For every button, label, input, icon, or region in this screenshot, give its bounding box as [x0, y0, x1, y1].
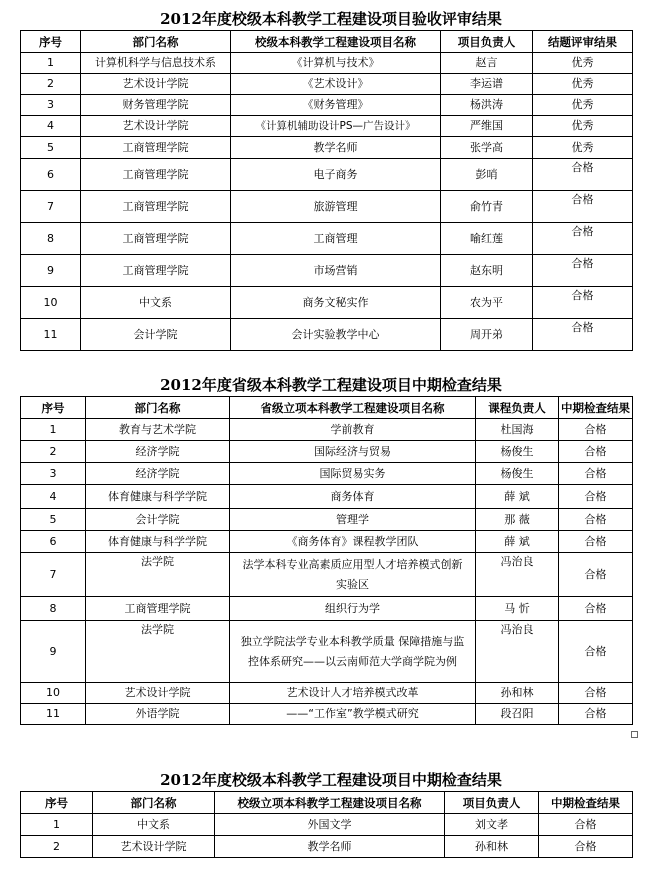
cell-department: 体育健康与科学学院 — [86, 485, 230, 509]
cell-leader: 严维国 — [441, 116, 533, 137]
cell-project: 《计算机辅助设计PS—广告设计》 — [231, 116, 441, 137]
cell-department: 经济学院 — [86, 463, 230, 485]
table-row — [21, 116, 633, 137]
cell-department: 外语学院 — [86, 704, 230, 725]
cell-department: 教育与艺术学院 — [86, 419, 230, 441]
cell-leader: 彭哨 — [441, 159, 533, 191]
cell-department: 艺术设计学院 — [81, 74, 231, 95]
cell-leader: 段召阳 — [476, 704, 559, 725]
cell-project: 国际经济与贸易 — [230, 441, 476, 463]
cell-index: 4 — [21, 116, 81, 137]
cell-index: 10 — [21, 683, 86, 704]
section2-title: 2012年度省级本科教学工程建设项目中期检查结果 — [160, 376, 502, 394]
cell-result: 合格 — [539, 814, 633, 836]
cell-leader: 那 薇 — [476, 509, 559, 531]
header-cell: 部门名称 — [81, 31, 231, 53]
table-row — [21, 683, 633, 704]
cell-result: 优秀 — [533, 116, 633, 137]
table-row — [21, 509, 633, 531]
cell-leader: 杨俊生 — [476, 441, 559, 463]
cell-leader: 杜国海 — [476, 419, 559, 441]
cell-project: 艺术设计人才培养模式改革 — [230, 683, 476, 704]
section3-title: 2012年度校级本科教学工程建设项目中期检查结果 — [160, 771, 502, 789]
table-row — [21, 319, 633, 351]
table-row — [21, 463, 633, 485]
cell-result: 合格 — [559, 463, 633, 485]
header-cell: 校级立项本科教学工程建设项目名称 — [215, 792, 445, 814]
cell-project: 法学本科专业高素质应用型人才培养模式创新实验区 — [230, 553, 476, 597]
header-cell: 部门名称 — [93, 792, 215, 814]
cell-project: ——“工作室”教学模式研究 — [230, 704, 476, 725]
cell-leader: 张学高 — [441, 137, 533, 159]
cell-department: 计算机科学与信息技术系 — [81, 53, 231, 74]
cell-department: 工商管理学院 — [81, 223, 231, 255]
cell-project: 商务体育 — [230, 485, 476, 509]
cell-leader: 杨洪涛 — [441, 95, 533, 116]
cell-index: 4 — [21, 485, 86, 509]
table-row — [21, 137, 633, 159]
cell-index: 2 — [21, 836, 93, 858]
cell-leader: 薛 斌 — [476, 531, 559, 553]
header-cell: 结题评审结果 — [533, 31, 633, 53]
table-row — [21, 553, 633, 597]
cell-leader: 薛 斌 — [476, 485, 559, 509]
cell-result: 优秀 — [533, 53, 633, 74]
cell-leader: 农为平 — [441, 287, 533, 319]
cell-result: 合格 — [533, 191, 633, 223]
cell-result: 合格 — [539, 836, 633, 858]
cell-index: 7 — [21, 191, 81, 223]
cell-result: 优秀 — [533, 95, 633, 116]
cell-project: 商务文秘实作 — [231, 287, 441, 319]
cell-result: 合格 — [559, 704, 633, 725]
cell-department: 体育健康与科学学院 — [86, 531, 230, 553]
cell-department: 经济学院 — [86, 441, 230, 463]
cell-result: 合格 — [559, 683, 633, 704]
cell-project: 独立学院法学专业本科教学质量 保障措施与监控体系研究——以云南师范大学商学院为例 — [230, 621, 476, 683]
cell-leader: 周开弟 — [441, 319, 533, 351]
acceptance-results-table — [20, 30, 633, 351]
table-row — [21, 441, 633, 463]
cell-result: 合格 — [559, 441, 633, 463]
table-row — [21, 485, 633, 509]
school-midterm-table — [20, 791, 633, 858]
table-row — [21, 255, 633, 287]
cell-project: 教学名师 — [215, 836, 445, 858]
cell-department: 工商管理学院 — [81, 137, 231, 159]
cell-result: 合格 — [559, 531, 633, 553]
cell-project: 《计算机与技术》 — [231, 53, 441, 74]
cell-department: 艺术设计学院 — [86, 683, 230, 704]
cell-leader: 冯治良 — [476, 621, 559, 683]
cell-department: 法学院 — [86, 621, 230, 683]
cell-result: 合格 — [533, 159, 633, 191]
table-row — [21, 704, 633, 725]
table-header-row — [21, 31, 633, 53]
cell-leader: 喻红莲 — [441, 223, 533, 255]
cell-result: 合格 — [559, 419, 633, 441]
table-row — [21, 223, 633, 255]
cell-leader: 孙和林 — [445, 836, 539, 858]
cell-project: 《财务管理》 — [231, 95, 441, 116]
cell-project: 国际贸易实务 — [230, 463, 476, 485]
cell-leader: 刘文孝 — [445, 814, 539, 836]
cell-project: 教学名师 — [231, 137, 441, 159]
cell-department: 会计学院 — [86, 509, 230, 531]
cell-result: 合格 — [533, 287, 633, 319]
table-header-row — [21, 397, 633, 419]
cell-project: 工商管理 — [231, 223, 441, 255]
cell-index: 11 — [21, 704, 86, 725]
cell-index: 2 — [21, 441, 86, 463]
table-resize-handle[interactable] — [631, 731, 638, 738]
provincial-midterm-table — [20, 396, 633, 725]
cell-leader: 李运谱 — [441, 74, 533, 95]
cell-department: 工商管理学院 — [81, 159, 231, 191]
cell-index: 11 — [21, 319, 81, 351]
cell-department: 中文系 — [81, 287, 231, 319]
cell-result: 合格 — [559, 621, 633, 683]
cell-project: 《艺术设计》 — [231, 74, 441, 95]
table-row — [21, 621, 633, 683]
header-cell: 项目负责人 — [445, 792, 539, 814]
cell-index: 9 — [21, 255, 81, 287]
cell-leader: 俞竹青 — [441, 191, 533, 223]
cell-department: 工商管理学院 — [81, 255, 231, 287]
cell-result: 合格 — [533, 255, 633, 287]
table-row — [21, 814, 633, 836]
cell-leader: 赵言 — [441, 53, 533, 74]
cell-index: 3 — [21, 463, 86, 485]
table-row — [21, 287, 633, 319]
cell-index: 5 — [21, 509, 86, 531]
cell-project: 《商务体育》课程教学团队 — [230, 531, 476, 553]
cell-index: 10 — [21, 287, 81, 319]
table-row — [21, 836, 633, 858]
cell-result: 合格 — [559, 597, 633, 621]
header-cell: 校级本科教学工程建设项目名称 — [231, 31, 441, 53]
header-cell: 部门名称 — [86, 397, 230, 419]
header-cell: 序号 — [21, 31, 81, 53]
cell-department: 法学院 — [86, 553, 230, 597]
cell-index: 1 — [21, 814, 93, 836]
cell-index: 8 — [21, 597, 86, 621]
header-cell: 项目负责人 — [441, 31, 533, 53]
cell-leader: 马 忻 — [476, 597, 559, 621]
header-cell: 中期检查结果 — [539, 792, 633, 814]
cell-index: 2 — [21, 74, 81, 95]
table-row — [21, 74, 633, 95]
table-row — [21, 531, 633, 553]
cell-index: 8 — [21, 223, 81, 255]
cell-index: 9 — [21, 621, 86, 683]
cell-project: 电子商务 — [231, 159, 441, 191]
header-cell: 课程负责人 — [476, 397, 559, 419]
cell-department: 艺术设计学院 — [93, 836, 215, 858]
cell-leader: 赵东明 — [441, 255, 533, 287]
cell-department: 财务管理学院 — [81, 95, 231, 116]
cell-index: 6 — [21, 159, 81, 191]
header-cell: 序号 — [21, 397, 86, 419]
cell-project: 旅游管理 — [231, 191, 441, 223]
table-header-row — [21, 792, 633, 814]
cell-result: 合格 — [559, 553, 633, 597]
cell-project: 管理学 — [230, 509, 476, 531]
cell-leader: 冯治良 — [476, 553, 559, 597]
cell-result: 合格 — [533, 319, 633, 351]
cell-project: 外国文学 — [215, 814, 445, 836]
header-cell: 省级立项本科教学工程建设项目名称 — [230, 397, 476, 419]
table-row — [21, 597, 633, 621]
cell-leader: 杨俊生 — [476, 463, 559, 485]
cell-project: 会计实验教学中心 — [231, 319, 441, 351]
cell-project: 组织行为学 — [230, 597, 476, 621]
table-row — [21, 53, 633, 74]
cell-result: 合格 — [559, 485, 633, 509]
table-row — [21, 95, 633, 116]
cell-department: 工商管理学院 — [86, 597, 230, 621]
cell-index: 7 — [21, 553, 86, 597]
section1-title: 2012年度校级本科教学工程建设项目验收评审结果 — [160, 10, 502, 28]
cell-department: 工商管理学院 — [81, 191, 231, 223]
cell-department: 会计学院 — [81, 319, 231, 351]
cell-result: 合格 — [533, 223, 633, 255]
cell-project: 市场营销 — [231, 255, 441, 287]
table-row — [21, 419, 633, 441]
cell-project: 学前教育 — [230, 419, 476, 441]
table-row — [21, 159, 633, 191]
cell-result: 优秀 — [533, 137, 633, 159]
cell-result: 优秀 — [533, 74, 633, 95]
header-cell: 中期检查结果 — [559, 397, 633, 419]
cell-department: 艺术设计学院 — [81, 116, 231, 137]
table-row — [21, 191, 633, 223]
cell-leader: 孙和林 — [476, 683, 559, 704]
cell-index: 6 — [21, 531, 86, 553]
header-cell: 序号 — [21, 792, 93, 814]
cell-index: 3 — [21, 95, 81, 116]
cell-result: 合格 — [559, 509, 633, 531]
cell-index: 1 — [21, 53, 81, 74]
cell-index: 1 — [21, 419, 86, 441]
cell-department: 中文系 — [93, 814, 215, 836]
cell-index: 5 — [21, 137, 81, 159]
